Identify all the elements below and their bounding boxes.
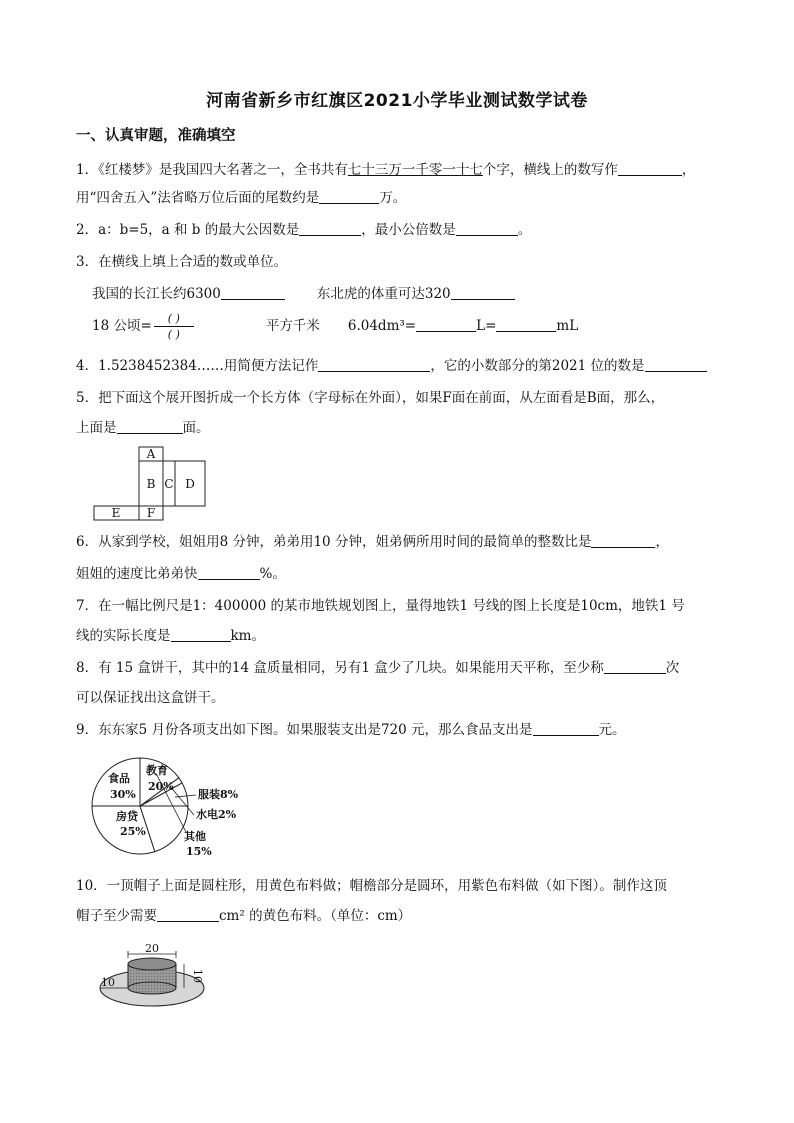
answer-blank[interactable]: [533, 721, 599, 736]
question-3-row-2: 18 公顷= $\frac{( )}{( )}$ 平方千米 6.04dm³= L= mL: [92, 312, 579, 341]
net-label-f: F: [146, 506, 156, 520]
net-label-a: A: [146, 447, 156, 461]
net-label-b: B: [146, 477, 156, 491]
answer-blank[interactable]: [198, 565, 260, 580]
expense-pie-chart: [90, 752, 260, 860]
question-8-line-1: 8．有 15 盒饼干，其中的14 盒质量相同，另有1 盒少了几块。如果能用天平称，至少称 次: [76, 660, 680, 676]
pie-value-education: 20%: [148, 780, 174, 793]
pie-label-utilities: 水电2%: [196, 808, 237, 821]
pie-value-food: 30%: [110, 788, 136, 801]
question-5-line-1: 5．把下面这个展开图折成一个长方体（字母标在外面），如果F面在前面，从左面看是B面，那么，: [76, 390, 665, 406]
net-label-d: D: [185, 477, 195, 491]
answer-blank[interactable]: [221, 285, 285, 300]
hat-cylinder-top: [128, 958, 176, 970]
pie-value-mortgage: 25%: [120, 825, 146, 838]
section-heading: 一、认真审题，准确填空: [76, 128, 236, 144]
cuboid-net-figure: [92, 446, 222, 522]
question-7-line-1: 7．在一幅比例尺是1：400000 的某市地铁规划图上，量得地铁1 号线的图上长度是10cm，地铁1 号: [76, 598, 685, 614]
question-6-line-1: 6．从家到学校，姐姐用8 分钟，弟弟用10 分钟，姐弟俩所用时间的最简单的整数比是 ，: [76, 534, 669, 550]
pie-label-clothing: 服装8%: [198, 788, 239, 801]
answer-blank[interactable]: [117, 419, 183, 434]
question-4: 4．1.5238452384……用简便方法记作 ，它的小数部分的第2021 位的数是: [76, 354, 726, 374]
pie-label-other: 其他: [184, 830, 206, 843]
page-title: 河南省新乡市红旗区2021小学毕业测试数学试卷: [206, 91, 588, 111]
hat-figure: [96, 942, 214, 1010]
answer-blank[interactable]: [618, 161, 682, 176]
dimension-label-height: 10: [191, 969, 204, 983]
pie-label-education: 教育: [146, 764, 168, 777]
answer-blank[interactable]: [299, 221, 361, 236]
question-7-line-2: 线的实际长度是 km。: [76, 628, 265, 644]
dimension-label-top: 20: [145, 942, 159, 955]
answer-blank[interactable]: [604, 659, 666, 674]
net-label-e: E: [111, 506, 121, 520]
answer-blank[interactable]: [319, 189, 379, 204]
answer-blank[interactable]: [645, 357, 707, 372]
pie-label-mortgage: 房贷: [116, 810, 138, 823]
question-1-line-2: 用“四舍五入”法省略万位后面的尾数约是 万。: [76, 190, 407, 206]
answer-blank[interactable]: [591, 533, 655, 548]
underlined-number-text: 七十三万一千零一十七: [347, 162, 483, 178]
dimension-label-left: 10: [101, 976, 115, 989]
pie-label-food: 食品: [108, 772, 130, 785]
answer-blank[interactable]: [416, 317, 476, 332]
net-label-c: C: [164, 477, 174, 491]
hat-cylinder-bottom: [128, 982, 176, 994]
pie-value-other: 15%: [186, 845, 212, 858]
question-6-line-2: 姐姐的速度比弟弟快 %。: [76, 566, 286, 582]
answer-blank[interactable]: [451, 285, 515, 300]
answer-blank[interactable]: [157, 907, 219, 922]
answer-blank[interactable]: [171, 627, 231, 642]
question-1-line-1: 1．《红楼梦》是我国四大名著之一，全书共有七十三万一千零一十七个字，横线上的数写作 ，: [76, 162, 696, 178]
question-2: 2．a：b=5，a 和 b 的最大公因数是 ，最小公倍数是 。: [76, 222, 532, 238]
answer-blank[interactable]: [318, 357, 430, 372]
question-8-line-2: 可以保证找出这盒饼干。: [76, 690, 225, 706]
question-10-line-2: 帽子至少需要 cm² 的黄色布料。（单位：cm）: [76, 908, 412, 924]
answer-blank[interactable]: [456, 221, 518, 236]
answer-blank[interactable]: [496, 317, 556, 332]
question-5-line-2: 上面是 面。: [76, 420, 210, 436]
question-3-row-1: 我国的长江长约6300 东北虎的体重可达320: [92, 282, 742, 302]
question-10-line-1: 10．一顶帽子上面是圆柱形，用黄色布料做；帽檐部分是圆环，用紫色布料做（如下图）。制作这顶: [76, 878, 667, 894]
fraction-blank[interactable]: $\frac{( )}{( )}$: [154, 312, 194, 341]
question-3: 3．在横线上填上合适的数或单位。: [76, 254, 288, 270]
question-9: 9．东东家5 月份各项支出如下图。如果服装支出是720 元，那么食品支出是 元。: [76, 722, 626, 738]
